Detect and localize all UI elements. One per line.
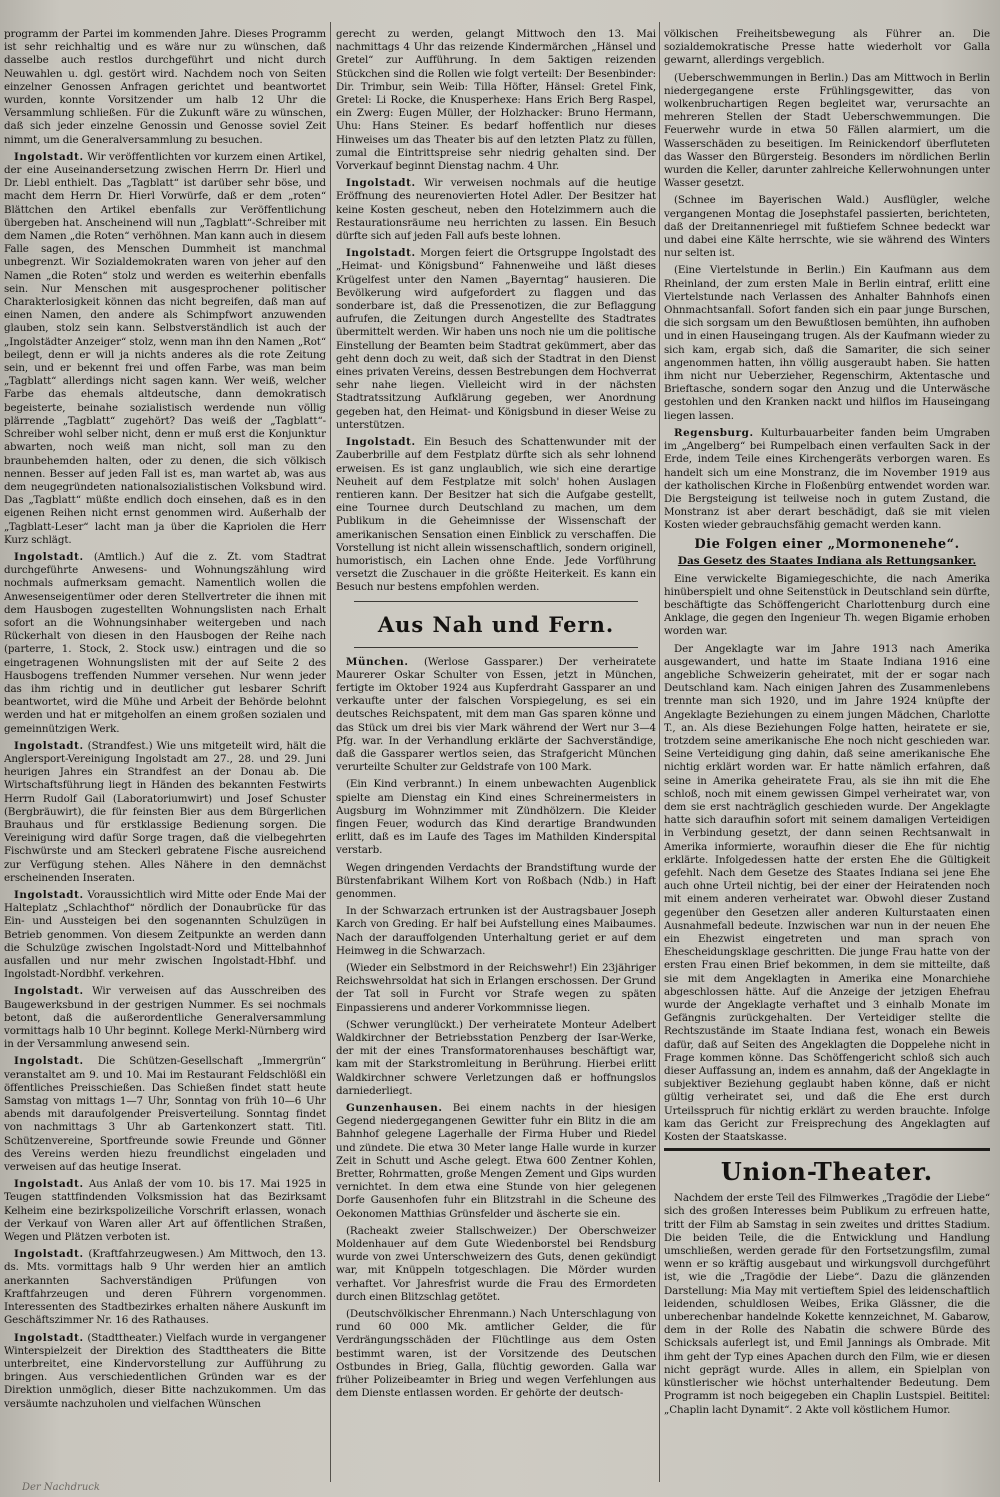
- cinema-heading: Union-Theater.: [720, 1157, 934, 1187]
- news-paragraph: [336, 656, 656, 775]
- news-paragraph: [336, 862, 656, 902]
- section-separator: [354, 601, 638, 602]
- paragraph-text: (Eine Viertelstunde in Berlin.) Ein Kaufmann aus dem Rheinland, der zum ersten Male in Berlin eintraf, erlitt eine Viertelstunde nach Verlassen des Anhalter Bahnhofs einen Ohnmachtsanfall. Sofort fanden sich ein paar junge Burschen, die sich sorgsam um den Bewußtlosen bemühten, ihn aufhoben und in einen Hauseingang trugen. Als der Kaufmann wieder zu sich kam, ergab sich, daß die Samariter, die sich seiner angenommen hatten, ihn völlig ausgeraubt haben. Sie hatten ihm nicht nur Ueberzieher, Regenschirm, Aktentasche und Brieftasche, sondern sogar den Anzug und die Unterwäsche gestohlen und den Kranken nackt und hilflos im Hauseingang liegen lassen.: [664, 264, 990, 422]
- news-paragraph: [664, 643, 990, 1145]
- column-left: [4, 28, 326, 1478]
- news-paragraph: [4, 1055, 326, 1174]
- dateline: Gunzenhausen.: [346, 1102, 443, 1115]
- dateline: Ingolstadt.: [346, 247, 416, 260]
- paragraph-text: (Wieder ein Selbstmord in der Reichswehr!) Ein 23jähriger Reichswehrsoldat hat sich in Erlangen erschossen. Der Grund der Tat soll in Furcht vor Strafe wegen zu späten Einpassierens und anderer Vorkommnisse liegen.: [336, 962, 656, 1014]
- column-middle: [336, 28, 656, 1478]
- dateline: Ingolstadt.: [14, 985, 84, 998]
- news-paragraph: [4, 1332, 326, 1411]
- page-footer-mark: Der Nachdruck: [22, 1482, 100, 1493]
- paragraph-text: (Ueberschwemmungen in Berlin.) Das am Mittwoch in Berlin niedergegangene erste Frühlingsgewitter, das von wolkenbruchartigen Regen begleitet war, verursachte an mehreren Stellen der Stadt Ueberschwemmungen. Die Feuerwehr wurde in etwa 50 Fällen alarmiert, um die Wasserschäden zu beseitigen. Im Reinickendorf überfluteten das Wasser den Bürgersteig. Besonders im nördlichen Berlin wurden die Keller, darunter zahlreiche Kellerwohnungen unter Wasser gesetzt.: [664, 71, 990, 190]
- paragraph-text: programm der Partei im kommenden Jahre. Dieses Programm ist sehr reichhaltig und es wäre nur zu wünschen, daß dasselbe auch restlos durchgeführt und nicht durch Neuwahlen u. dgl. gestört wird. Nachdem noch von Seiten einzelner Genossen Anfragen gerichtet und beantwortet wurden, konnte Vorsitzender um halb 12 Uhr die Versammlung schließen. Für die Zukunft wäre zu wünschen, daß sich jeder einzelne Genossin und Genosse soviel Zeit nimmt, um die Generalversammlung zu besuchen.: [4, 28, 326, 146]
- article-subtitle: Das Gesetz des Staates Indiana als Rettungsanker.: [677, 554, 977, 567]
- paragraph-text: (Stadttheater.) Vielfach wurde in vergangener Winterspielzeit der Direktion des Stadttheaters die Bitte unterbreitet, eine Kindervorstellung zur Aufführung zu bringen. Aus verschiedentlichen Gründen war es der Direktion unmöglich, dieser Bitte nachzukommen. Um das versäumte nachzuholen und vielfachen Wünschen: [4, 1331, 326, 1410]
- news-paragraph: [336, 177, 656, 243]
- news-paragraph: [336, 436, 656, 594]
- paragraph-text: Morgen feiert die Ortsgruppe Ingolstadt des „Heimat- und Königsbund“ Fahnenweihe und läßt dieses Krügelfest unter den Namen „Bayerntag“ hausieren. Die Bevölkerung wird aufgefordert zu flaggen und das sonderbare ist, daß die Pressenotizen, die zur Beflaggung aufrufen, die Zeitungen durch Angestellte des Stadtrates übermittelt werden. Wir haben uns noch nie um die politische Einstellung der Beamten beim Stadtrat gekümmert, aber das geht denn doch zu weit, daß sich der Stadtrat in den Dienst eines privaten Vereins, dessen Bestrebungen dem Hochverrat sehr nahe liegen. Vielleicht wird in der nächsten Stadtratssitzung Aufklärung gegeben, wer Anordnung gegeben hat, den Heimat- und Königsbund in dieser Weise zu unterstützen.: [336, 247, 656, 431]
- dateline: Ingolstadt.: [346, 177, 416, 190]
- paragraph-text: Wir verweisen auf das Ausschreiben des Baugewerksbund in der gestrigen Nummer. Es sei nochmals betont, daß die außerordentliche Generalversammlung vormittags halb 10 Uhr beginnt. Kollege Merkl-Nürnberg wird in der Versammlung anwesend sein.: [4, 985, 326, 1051]
- paragraph-text: Nachdem der erste Teil des Filmwerkes „Tragödie der Liebe“ sich des großen Interesses beim Publikum zu erfreuen hatte, tritt der Film ab Samstag in sein zweites und drittes Stadium. Die beiden Teile, die die Entwicklung und Handlung umschließen, werden gerade für den Fortsetzungsfilm, zumal wenn er so kräftig ausgebaut und wirkungsvoll durchgeführt ist, wie die „Tragödie der Liebe“. Dazu die glänzenden Darstellung: Mia May mit vertieftem Spiel des leidenschaftlich leidenden, schuldlosen Weibes, Erika Glässner, die die unberechenbar handelnde Kokette kennzeichnet, M. Gabarow, dem in der Rolle des Nabatin die schwere Bürde des Schicksals auferlegt ist, und Emil Jannings als Ombrade. Mit ihm geht der Typ eines Apachen durch den Film, wie er diesen nicht geprägt wurde. Alles in allem, ein Spielplan von künstlerischer wie höchst unterhaltender Bedeutung. Dem Programm ist noch beigegeben ein Chaplin Lustspiel. Beititel: „Chaplin lacht Dynamit“. 2 Akte voll köstlichem Humor.: [664, 1192, 990, 1416]
- news-paragraph: [664, 28, 990, 68]
- column-right: [664, 28, 990, 1478]
- dateline: Ingolstadt.: [14, 1178, 84, 1191]
- paragraph-text: gerecht zu werden, gelangt Mittwoch den 13. Mai nachmittags 4 Uhr das reizende Kindermärchen „Hänsel und Gretel“ zur Aufführung. In dem 5aktigen reizenden Stückchen sind die Rollen wie folgt verteilt: Der Besenbinder: Dir. Trimbur, sein Weib: Tilla Höfter, Hänsel: Gretel Fink, Gretel: Li Rocke, die Knusperhexe: Hans Erich Berg Raspel, ein Zwerg: Eugen Müller, der Holzhacker: Bruno Hermann, Uhu: Hans Steiner. Es bedarf hoffentlich nur dieses Hinweises um das Theater bis auf den letzten Platz zu füllen, zumal die Eintrittspreise sehr niedrig gehalten sind. Der Vorverkauf beginnt Dienstag nachm. 4 Uhr.: [336, 28, 656, 173]
- paragraph-text: Wir verweisen nochmals auf die heutige Eröffnung des neurenovierten Hotel Adler. Der Besitzer hat keine Kosten gescheut, neben den Hotelzimmern auch die Restaurationsräume neu herrichten zu lassen. Ein Besuch dürfte sich auf jeden Fall aufs beste lohnen.: [336, 177, 656, 243]
- paragraph-text: (Racheakt zweier Stallschweizer.) Der Oberschweizer Moldenhauer auf dem Gute Wiedenborstel bei Rendsburg wurde von zwei Unterschweizern des Guts, denen gekündigt war, mit Knüppeln totgeschlagen. Die Mörder wurden verhaftet. Vor Jahresfrist wurde die Frau des Ermordeten durch einen Blitzschlag getötet.: [336, 1224, 656, 1303]
- section-separator: [354, 647, 638, 648]
- paragraph-text: Eine verwickelte Bigamiegeschichte, die nach Amerika hinüberspielt und ohne Seitenstück in Deutschland sein dürfte, beschäftigte das Schöffengericht Charlottenburg durch eine Anklage, die gegen den Ingenieur Th. wegen Bigamie erhoben worden war.: [664, 572, 990, 638]
- paragraph-text: (Schnee im Bayerischen Wald.) Ausflügler, welche vergangenen Montag die Josephstafel passierten, berichteten, daß der Dreitannenriegel mit fußtiefem Schnee bedeckt war und dabei eine Kälte herrschte, wie sie während des Winters nur selten ist.: [664, 194, 990, 260]
- dateline: Ingolstadt.: [14, 1248, 84, 1261]
- news-paragraph: [336, 28, 656, 173]
- paragraph-text: Voraussichtlich wird Mitte oder Ende Mai der Halteplatz „Schlachthof“ nördlich der Donaubrücke für das Ein- und Aussteigen bei den sogenannten Schulzügen in Betrieb genommen. Von diesem Zeitpunkte an werden dann die Schulzüge zwischen Ingolstadt-Nord und Mittelbahnhof ausfallen und nur mehr zwischen Ingolstadt-Hbhf. und Ingolstadt-Nordbhf. verkehren.: [4, 889, 326, 981]
- news-paragraph: [664, 264, 990, 422]
- news-paragraph: [4, 551, 326, 736]
- dateline: Ingolstadt.: [14, 550, 84, 563]
- column-rule: [330, 22, 331, 1482]
- paragraph-text: Wir veröffentlichten vor kurzem einen Artikel, der eine Auseinandersetzung zwischen Herrn Dr. Hierl und Dr. Liebl enthielt. Das „Tagblatt“ ist darüber sehr böse, und macht dem Herrn Dr. Hierl Vorwürfe, daß er dem „roten“ Blättchen den Artikel ebenfalls zur Veröffentlichung übergeben hat. Anscheinend will nun „Tagblatt“-Schreiber mit dem Namen „die Roten“ verhöhnen. Man kann auch in diesem Falle sagen, des Menschen Dummheit ist manchmal unbegrenzt. Wir Sozialdemokraten waren von jeher auf den Namen „die Roten“ stolz und werden es weiterhin ebenfalls sein. Nur Menschen mit ausgesprochener politischer Charakterlosigkeit können das nicht begreifen, daß man auf einen Namen, den andere als Schimpfwort anzuwenden glauben, stolz sein kann. Selbstverständlich ist auch der „Ingolstädter Anzeiger“ stolz, wenn man ihn den Namen „Rot“ beilegt, denn er will ja nichts anderes als die rote Zeitung sein, und er bekennt frei und offen Farbe, was man beim „Tagblatt“ allerdings nicht sagen kann. Wer weiß, welcher Farbe das ehemals altdeutsche, dann demokratisch begeisterte, beinahe sozialistisch werdende nun völlig plärrende „Tagblatt“ zugehört? Das weiß der „Tagblatt“-Schreiber wohl selber nicht, denn er muß erst die Konjunktur abwarten, noch weiß man nicht, soll man zu den braunbehemden halten, oder zu denen, die sich völkisch nennen. Besser auf jeden Fall ist es, man wartet ab, was aus dem neugegründeten nationalsozialistischen Volksbund wird. Das „Tagblatt“ müßte endlich doch einsehen, daß es in den eigenen Reihen nicht ernst genommen wird. Außerhalb der „Tagblatt-Leser“ lacht man ja über die Kapriolen die Herr Kurz schlägt.: [4, 150, 326, 546]
- news-paragraph: [4, 740, 326, 885]
- paragraph-text: Der Angeklagte war im Jahre 1913 nach Amerika ausgewandert, und hatte im Staate Indiana 1916 eine angebliche Schweizerin geheiratet, mit der er sogar nach Deutschland kam. Nach einigen Jahren des Zusammenlebens trennte man sich 1920, und im Jahre 1924 knüpfte der Angeklagte Beziehungen zu einem jungen Mädchen, Charlotte T., an. Als diese Beziehungen Folge hatten, heiratete er sie, trotzdem seine amerikanische Ehe noch nicht geschieden war. Seine Verteidigung ging dahin, daß seine amerikanische Ehe nichtig erklärt worden war. Er hatte nämlich erfahren, daß seine in Amerika geheiratete Frau, als sie ihn mit die Ehe schloß, noch mit einem gewissen Gimpel verheiratet war, von dem sie erst nachträglich geschieden wurde. Der Angeklagte hatte sich daraufhin sofort mit seinem damaligen Verteidigen in Verbindung gesetzt, der dann seinen Rechtsanwalt in Amerika informierte, woraufhin dieser die Ehe für nichtig erklärte. Infolgedessen hatte der ersten Ehe die Gültigkeit gefehlt. Nach dem Gesetze des Staates Indiana sei jene Ehe auch ohne Urteil nichtig, bei der einer der Heiratenden noch mit einem anderen verheiratet war. Obwohl dieser Zustand gegenüber den Gesetzen aller anderen Kulturstaaten einen Ausnahmefall bedeute. Inzwischen war nun in der neuen Ehe ein Ehezwist eingetreten und man sprach von Ehescheidungsklage geschritten. Die junge Frau hatte von der ersten Frau einen Brief bekommen, in dem sie mitteilte, daß sie mit dem Angeklagten in Amerika eine Monarchiehe abgeschlossen hätte. Auf die Anzeige der jetzigen Ehefrau wurde der Angeklagte verhaftet und 3 einhalb Monate im Gefängnis zurückgehalten. Der Verteidiger stellte die Rechtszustände im Staate Indiana fest, wonach ein Beweis dafür, daß auf Seiten des Angeklagten die Doppelehe nicht in Frage kommen könne. Das Schöffengericht schloß sich auch dieser Auffassung an, indem es annahm, daß der Angeklagte in subjektiver Beziehung geglaubt haben könne, daß er nicht gültig verheiratet sei, und daß die Ehe erst durch Urteilsspruch für nichtig erklärt zu werden brauchte. Infolge kam das Gericht zur Freisprechung des Angeklagten auf Kosten der Staatskasse.: [664, 642, 990, 1144]
- paragraph-text: völkischen Freiheitsbewegung als Führer an. Die sozialdemokratische Presse hatte wiederholt vor Galla gewarnt, allerdings vergeblich.: [664, 28, 990, 67]
- paragraph-text: (Schwer verunglückt.) Der verheiratete Monteur Adelbert Waldkirchner der Betriebsstation Penzberg der Isar-Werke, der mit der eines Transformatorenhauses beschäftigt war, kam mit der Starkstromleitung in Berührung. Hierbei erlitt Waldkirchner schwere Verletzungen daß er hoffnungslos darniederliegt.: [336, 1018, 656, 1097]
- news-paragraph: [336, 1308, 656, 1400]
- paragraph-text: Die Schützen-Gesellschaft „Immergrün“ veranstaltet am 9. und 10. Mai im Restaurant Feldschlößl ein öffentliches Preisschießen. Das Schießen findet statt heute Samstag von mittags 1—7 Uhr, Sonntag von früh 10—6 Uhr abends mit daraufolgender Preisverteilung. Sonntag findet von nachmittags 3 Uhr ab Gartenkonzert statt. Titl. Schützenvereine, Sportfreunde sowie Freunde und Gönner des Vereins werden hiezu freundlichst eingeladen und verweisen auf das heutige Inserat.: [4, 1055, 326, 1174]
- news-paragraph: [664, 573, 990, 639]
- news-paragraph: [4, 1248, 326, 1327]
- news-paragraph: [4, 985, 326, 1051]
- news-paragraph: [336, 905, 656, 958]
- dateline: Ingolstadt.: [14, 1331, 84, 1344]
- news-paragraph: [336, 1225, 656, 1304]
- paragraph-text: (Deutschvölkischer Ehrenmann.) Nach Unterschlagung von rund 60 000 Mk. amtlicher Gelder, die für Verdrängungsschäden der Flüchtlinge aus dem Osten bestimmt waren, ist der Vorsitzende des Deutschen Ostbundes in Brieg, Galla, flüchtig geworden. Galla war früher Polizeibeamter in Brieg und wegen Verfehlungen aus dem Dienste entlassen worden. Er gehörte der deutsch-: [336, 1308, 656, 1400]
- section-heading: Aus Nah und Fern.: [377, 611, 615, 637]
- news-paragraph: [336, 247, 656, 432]
- paragraph-text: Kulturbauarbeiter fanden beim Umgraben im „Angelberg“ bei Rumpelbach einen verfaulten Sack in der Erde, indem Teile eines Kirchengeräts verborgen waren. Es handelt sich um eine Monstranz, die im November 1919 aus der katholischen Kirche in Floßenbürg entwendet worden war. Die Bergsteigung ist teilweise noch in gutem Zustand, die Monstranz ist aber derart beschädigt, daß sie mit vielen Kosten wieder gebrauchsfähig gemacht werden kann.: [664, 426, 990, 532]
- paragraph-text: (Amtlich.) Auf die z. Zt. vom Stadtrat durchgeführte Anwesens- und Wohnungszählung wird nochmals aufmerksam gemacht. Namentlich wollen die Anwesenseigentümer oder deren Stellvertreter die ihnen mit dem Hausbogen zugestellten Wohnungslisten nach Erhalt sofort an die Wohnungsinhaber weitergeben und nach Rückerhalt von diesen in den Hausbogen der Reihe nach (parterre, 1. Stock, 2. Stock usw.) eintragen und die so eingetragenen Wohnungslisten mit der auf Seite 2 des Hausbogens treffenden Nummer versehen. Nur wenn jeder das ihm richtig und in deutlicher gut lesbarer Schrift beantwortet, wird die Mühe und Arbeit der Behörde belohnt werden und hat er mitgeholfen an einem großen sozialen und gemeinnützigen Werk.: [4, 550, 326, 735]
- news-paragraph: [664, 1192, 990, 1416]
- paragraph-text: (Kraftfahrzeugwesen.) Am Mittwoch, den 13. ds. Mts. vormittags halb 9 Uhr werden hier an amtlich anerkannten Sachverständigen Prüfungen von Kraftfahrzeugen und deren Führern vorgenommen. Interessenten des Stadtbezirkes erhalten nähere Auskunft im Geschäftszimmer Nr. 16 des Rathauses.: [4, 1248, 326, 1327]
- paragraph-text: In der Schwarzach ertrunken ist der Austragsbauer Joseph Karch von Greding. Er half bei Aufstellung eines Maibaumes. Nach der darauffolgenden Unterhaltung geriet er auf dem Heimweg in die Schwarzach.: [336, 905, 656, 957]
- news-paragraph: [336, 778, 656, 857]
- dateline: Regensburg.: [674, 426, 754, 439]
- heavy-rule: [664, 1148, 990, 1151]
- article-title: Die Folgen einer „Mormonenehe“.: [694, 536, 960, 552]
- news-paragraph: [4, 1178, 326, 1244]
- paragraph-text: Aus Anlaß der vom 10. bis 17. Mai 1925 in Teugen stattfindenden Volksmission hat das Bezirksamt Kelheim eine bezirkspolizeiliche Vorschrift erlassen, wonach der Verkauf von Waren aller Art auf öffentlichen Straßen, Wegen und Plätzen verboten ist.: [4, 1178, 326, 1244]
- column-rule: [659, 22, 660, 1482]
- news-paragraph: [336, 962, 656, 1015]
- dateline: München.: [346, 655, 409, 668]
- news-paragraph: [336, 1102, 656, 1221]
- paragraph-text: (Werlose Gassparer.) Der verheiratete Maurerer Oskar Schulter von Essen, jetzt in München, fertigte im Oktober 1924 aus Kupferdraht Gassparer an und verkaufte unter der falschen Vorspiegelung, es sei ein deutsches Reichspatent, mit dem man Gas sparen könne und das Stück um drei bis vier Mark während der Wert nur 3—4 Pfg. war. In der Verhandlung erklärte der Sachverständige, daß die Gassparer wertlos seien, das Strafgericht München verurteilte Schulter zur Geldstrafe von 100 Mark.: [336, 655, 656, 774]
- paragraph-text: Ein Besuch des Schattenwunder mit der Zauberbrille auf dem Festplatz dürfte sich als sehr lohnend erweisen. Es ist ganz unglaublich, wie sich eine derartige Neuheit auf dem Festplatze mit solch' hohen Auslagen rentieren kann. Der Besitzer hat sich die Aufgabe gestellt, eine Tournee durch Deutschland zu machen, um dem Publikum in die Geheimnisse der Wissenschaft der amerikanischen Sensation einen Einblick zu verschaffen. Die Vorstellung ist nicht allein wissenschaftlich, sondern originell, humoristisch, ein Lachen ohne Ende. Jede Vorführung versetzt die Zuschauer in die größte Heiterkeit. Es kann ein Besuch nur bestens empfohlen werden.: [336, 436, 656, 594]
- news-paragraph: [664, 427, 990, 533]
- dateline: Ingolstadt.: [346, 436, 416, 449]
- news-paragraph: [664, 194, 990, 260]
- news-paragraph: [336, 1019, 656, 1098]
- paragraph-text: Bei einem nachts in der hiesigen Gegend niedergegangenen Gewitter fuhr ein Blitz in die am Bahnhof gelegene Lagerhalle der Firma Huber und Riedel und zündete. Die etwa 30 Meter lange Halle wurde in kurzer Zeit in Schutt und Asche gelegt. Etwa 600 Zentner Kohlen, Bretter, Rohrmatten, große Mengen Zement und Gips wurden vernichtet. In dem etwa eine Stunde von hier gelegenen Dorfe Gausenhofen fuhr ein Blitzstrahl in die Scheune des Oekonomen Matthias Grünsfelder und äscherte sie ein.: [336, 1102, 656, 1220]
- paragraph-text: (Ein Kind verbrannt.) In einem unbewachten Augenblick spielte am Dienstag ein Kind eines Schreinermeisters in Augsburg im Wohnzimmer mit Zündhölzern. Die Kleider fingen Feuer, wodurch das Kind derartige Brandwunden erlitt, daß es im Laufe des Tages im Mathilden Kinderspital verstarb.: [336, 778, 656, 857]
- paragraph-text: Wegen dringenden Verdachts der Brandstiftung wurde der Bürstenfabrikant Wilhem Kort von Roßbach (Ndb.) in Haft genommen.: [336, 861, 656, 900]
- news-paragraph: [4, 151, 326, 547]
- dateline: Ingolstadt.: [14, 1055, 84, 1068]
- news-paragraph: [664, 72, 990, 191]
- news-paragraph: [4, 28, 326, 147]
- dateline: Ingolstadt.: [14, 889, 84, 901]
- paragraph-text: (Strandfest.) Wie uns mitgeteilt wird, hält die Anglersport-Vereinigung Ingolstadt am 27., 28. und 29. Juni heurigen Jahres ein Strandfest an der Donau ab. Die Wirtschaftsführung liegt in Händen des bekannten Festwirts Herrn Rudolf Gail (Laboratoriumwirt) und Josef Schuster (Bergbräuwirt), die für feinsten Bier aus dem Bürgerlichen Brauhaus und für erstklassige Bedienung sorgen. Die Vereinigung wird dafür Sorge tragen, daß die vielbegehrten Fischwürste und am Steckerl gebratene Fische ausreichend zur Verfügung stehen. Alles Nähere in den demnächst erscheinenden Inseraten.: [4, 739, 326, 884]
- dateline: Ingolstadt.: [14, 150, 84, 163]
- news-paragraph: [4, 889, 326, 981]
- dateline: Ingolstadt.: [14, 739, 84, 752]
